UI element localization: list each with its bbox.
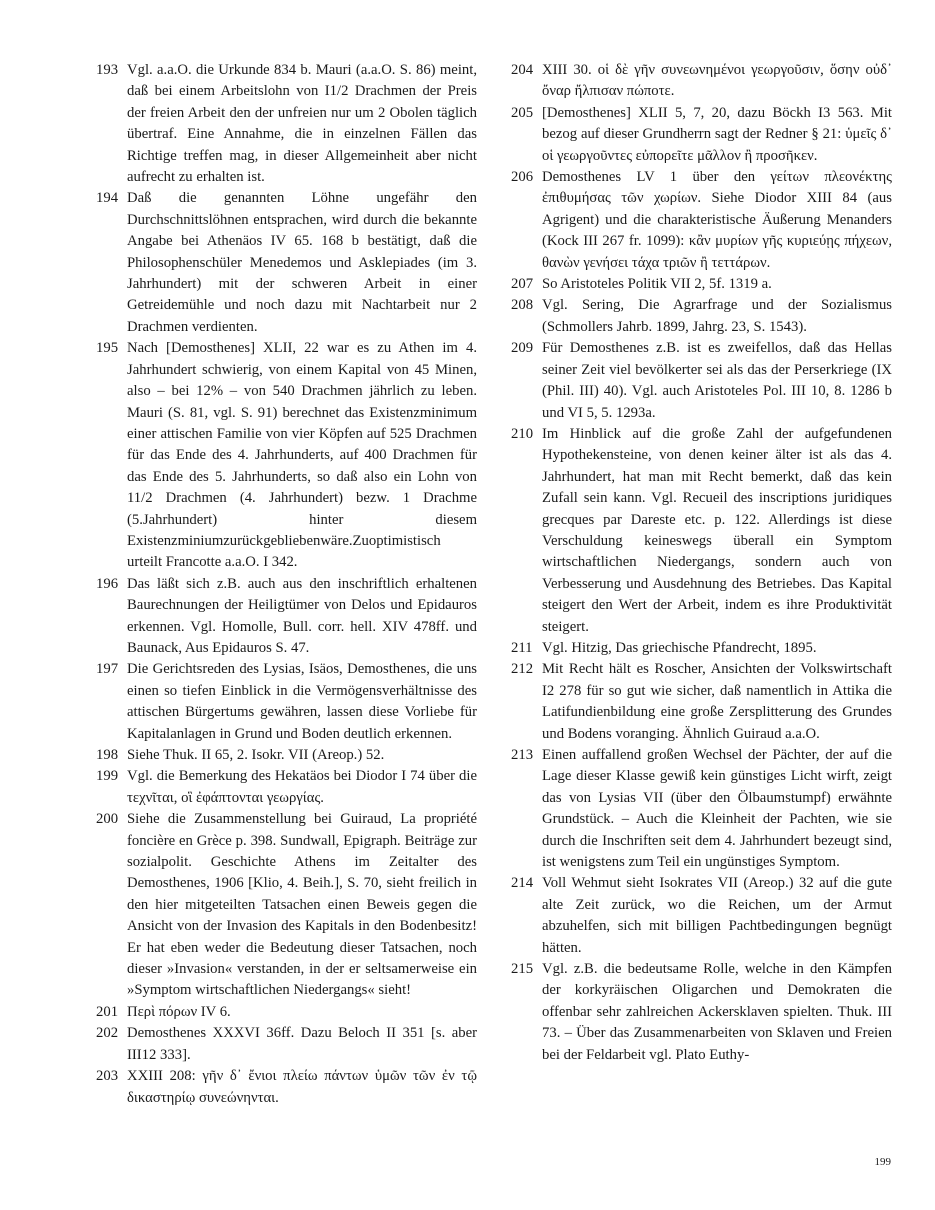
footnote-text: Siehe die Zusammenstellung bei Guiraud, La propriété foncière en Grèce p. 398. Sundwall, Epigraph. Beiträge zur sozialpolit. Geschichte Athens im Zeitalter des Demosthenes, 1906 [Klio, 4. Beih.], S. 70, sieht freilich in den hier mitgeteilten Tatsachen einen Beweis gegen die Ansicht von der Invasion des Kapitals in den Bodenbesitz! Er hat eben weder die Bedeutung dieser Tatsachen, noch dieser »Invasion« verstanden, in der er seltsamerweise ein »Symptom wirtschaftlichen Niedergangs« sieht! — [127, 811, 477, 999]
footnote-214 — [511, 873, 892, 959]
footnotes-right-column — [511, 60, 892, 1066]
footnote-193 — [96, 60, 477, 188]
footnote-number: 193 — [96, 62, 119, 78]
footnote-text: Vgl. a.a.O. die Urkunde 834 b. Mauri (a.a.O. S. 86) meint, daß bei einem Arbeitslohn von I1/2 Drachmen der Preis der freien Arbeit den der unfreien nur um 2 Obolen täglich übertraf. Eine Annahme, die in einzelnen Fällen das Richtige treffen mag, in dieser Allgemeinheit aber nicht aufrecht zu erhalten ist. — [127, 62, 477, 186]
footnote-number: 206 — [511, 169, 534, 186]
footnote-text: Demosthenes XXXVI 36ff. Dazu Beloch II 351 [s. aber III12 333]. — [127, 1025, 477, 1063]
footnote-number: 199 — [96, 768, 119, 785]
footnote-number: 194 — [96, 190, 119, 207]
footnote-text: Für Demosthenes z.B. ist es zweifellos, daß das Hellas seiner Zeit viel bevölkerter sei als das der Perserkriege (IX (Phil. III) 40). Vgl. auch Aristoteles Pol. III 10, 8. 1286 b und VI 5, 5. 1293a. — [542, 340, 892, 421]
footnote-197 — [96, 659, 477, 745]
footnote-194 — [96, 188, 477, 338]
footnote-199 — [96, 766, 477, 809]
footnote-195 — [96, 338, 477, 573]
footnote-number: 215 — [511, 961, 534, 978]
footnote-text: Siehe Thuk. II 65, 2. Isokr. VII (Areop.) 52. — [127, 747, 385, 763]
footnote-209 — [511, 338, 892, 424]
footnote-201 — [96, 1002, 477, 1023]
footnote-text: Περὶ πόρων IV 6. — [127, 1003, 231, 1020]
footnote-number: 196 — [96, 575, 119, 592]
footnote-text: Voll Wehmut sieht Isokrates VII (Areop.) 32 auf die gute alte Zeit zurück, wo die Reichen, um der Armut abzuhelfen, sich mit billigen Pachtbedingungen begnügt hätten. — [542, 875, 892, 956]
footnote-text: Nach [Demosthenes] XLII, 22 war es zu Athen im 4. Jahrhundert schwierig, von einem Kapital von 45 Minen, also – bei 12% – von 540 Drachmen jährlich zu leben. Mauri (S. 81, vgl. S. 91) berechnet das Existenzminimum einer attischen Familie von vier Köpfen auf 525 Drachmen für das Ende des 4. Jahrhunderts, auf 400 Drachmen für das Ende des 5. Jahrhunderts, so daß also ein Lohn von 11/2 Drachmen (4. Jahrhundert) bezw. 1 Drachme (5.Jahrhundert) hinter diesem Existenzminiumzurückgebliebenwäre.Zuoptimistisch urteilt Francotte a.a.O. I 342. — [127, 340, 477, 571]
footnote-211 — [511, 638, 892, 659]
footnotes-left-column — [96, 60, 477, 1109]
footnote-number: 211 — [511, 639, 533, 656]
footnote-text: Im Hinblick auf die große Zahl der aufgefundenen Hypothekensteine, von denen keiner älter ist als das 4. Jahrhundert, hat man mit Recht bemerkt, daß das kein Zufall sein kann. Vgl. Recueil des inscriptions juridiques grecques par Dareste etc. p. 122. Allerdings ist diese Verschuldung keineswegs überall ein Symptom wirtschaftlichen Niedergangs, sondern auch von Verbesserung und Ausdehnung des Betriebes. Das Kapital steigert den Wert der Arbeit, indem es ihre Produktivität steigert. — [542, 425, 892, 635]
footnote-text: XIII 30. οἱ δὲ γῆν συνεωνημένοι γεωργοῦσιν, ὅσην οὐδ᾽ ὄναρ ἤλπισαν πώποτε. — [542, 62, 892, 100]
footnote-text: Vgl. die Bemerkung des Hekatäos bei Diodor I 74 über die τεχνῖται, οἳ ἐφάπτονται γεωργίας. — [127, 768, 477, 806]
footnote-200 — [96, 809, 477, 1002]
footnote-number: 203 — [96, 1068, 119, 1085]
footnote-198 — [96, 745, 477, 766]
footnote-number: 208 — [511, 297, 534, 314]
footnote-number: 201 — [96, 1003, 119, 1020]
footnote-number: 207 — [511, 276, 534, 293]
footnote-number: 202 — [96, 1025, 119, 1042]
footnote-203 — [96, 1066, 477, 1109]
footnote-number: 197 — [96, 661, 119, 678]
footnote-number: 209 — [511, 340, 534, 357]
footnote-text: Mit Recht hält es Roscher, Ansichten der Volkswirtschaft I2 278 für so gut wie sicher, daß namentlich in Attika die Latifundienbildung eine große Zersplitterung des Grundes und Bodens voranging. Ähnlich Guiraud a.a.O. — [542, 661, 892, 742]
footnote-number: 204 — [511, 62, 534, 78]
footnote-number: 212 — [511, 661, 534, 678]
footnote-208 — [511, 295, 892, 338]
footnote-number: 198 — [96, 747, 119, 763]
footnote-number: 200 — [96, 811, 119, 828]
footnote-210 — [511, 424, 892, 638]
footnote-text: Demosthenes LV 1 über den γείτων πλεονέκτης ἐπιθυμήσας τῶν χωρίων. Siehe Diodor XIII 84 (aus Agrigent) und die charakteristische Äußerung Menanders (Kock III 267 fr. 1099): κἂν μυρίων γῆς κυριεύῃς πήχεων, θανὼν γενήσει τάχα τριῶν ἢ τεττάρων. — [542, 169, 892, 271]
footnote-text: Vgl. z.B. die bedeutsame Rolle, welche in den Kämpfen der korkyräischen Oligarchen und Demokraten die offenbar sehr zahlreichen Ackersklaven spielten. Thuk. III 73. – Über das Zusammenarbeiten von Sklaven und Freien bei der Feldarbeit vgl. Plato Euthy- — [542, 961, 892, 1063]
footnote-text: So Aristoteles Politik VII 2, 5f. 1319 a. — [542, 276, 772, 293]
footnote-207 — [511, 274, 892, 295]
footnote-212 — [511, 659, 892, 745]
footnote-205 — [511, 103, 892, 167]
footnote-number: 205 — [511, 104, 534, 121]
footnote-text: Daß die genannten Löhne ungefähr den Durchschnittslöhnen entsprachen, wird durch die bekannte Angabe bei Athenäos IV 65. 168 b bestätigt, daß die Philosophenschüler Menedemos und Asklepiades (im 3. Jahrhundert) mit der schweren Arbeit in einer Getreidemühle und noch dazu mit Nachtarbeit nur 2 Drachmen verdienten. — [127, 190, 477, 335]
footnote-215 — [511, 959, 892, 1066]
footnote-number: 214 — [511, 875, 534, 892]
footnote-number: 213 — [511, 747, 534, 763]
footnote-text: XXIII 208: γῆν δ᾽ ἔνιοι πλείω πάντων ὑμῶν τῶν ἐν τῷ δικαστηρίῳ συνεώνηνται. — [127, 1068, 477, 1106]
footnote-number: 210 — [511, 425, 534, 442]
footnote-213 — [511, 745, 892, 873]
footnote-204 — [511, 60, 892, 103]
footnote-text: [Demosthenes] XLII 5, 7, 20, dazu Böckh I3 563. Mit bezog auf dieser Grundherrn sagt der Redner § 21: ὑμεῖς δ᾽ οἱ γεωργοῦντες εὐπορεῖτε μᾶλλον ἢ προσῆκεν. — [542, 104, 892, 164]
footnote-text: Einen auffallend großen Wechsel der Pächter, der auf die Lage dieser Klasse gewiß kein günstiges Licht wirft, zeigt das von Lysias VII (über den Ölbaumstumpf) erwähnte Grundstück. – Auch die Kleinheit der Pachten, wie sie durch die Inschriften seit dem 4. Jahrhundert bezeugt sind, ist wenigstens zum Teil ein ungünstiges Symptom. — [542, 747, 892, 871]
footnote-206 — [511, 167, 892, 274]
footnote-196 — [96, 574, 477, 660]
footnote-number: 195 — [96, 340, 119, 357]
page-number: 199 — [874, 1156, 891, 1168]
footnote-202 — [96, 1023, 477, 1066]
footnote-text: Die Gerichtsreden des Lysias, Isäos, Demosthenes, die uns einen so tiefen Einblick in die Vermögensverhältnisse des attischen Bürgertums gewähren, lassen diese Vorliebe für Kapitalanlagen in Grund und Boden deutlich erkennen. — [127, 661, 477, 742]
footnote-text: Das läßt sich z.B. auch aus den inschriftlich erhaltenen Baurechnungen der Heiligtümer von Delos und Epidauros erkennen. Vgl. Homolle, Bull. corr. hell. XIV 478ff. und Baunack, Aus Epidauros S. 47. — [127, 575, 477, 656]
footnote-text: Vgl. Hitzig, Das griechische Pfandrecht, 1895. — [542, 639, 817, 656]
footnote-text: Vgl. Sering, Die Agrarfrage und der Sozialismus (Schmollers Jahrb. 1899, Jahrg. 23, S. 1543). — [542, 297, 892, 335]
